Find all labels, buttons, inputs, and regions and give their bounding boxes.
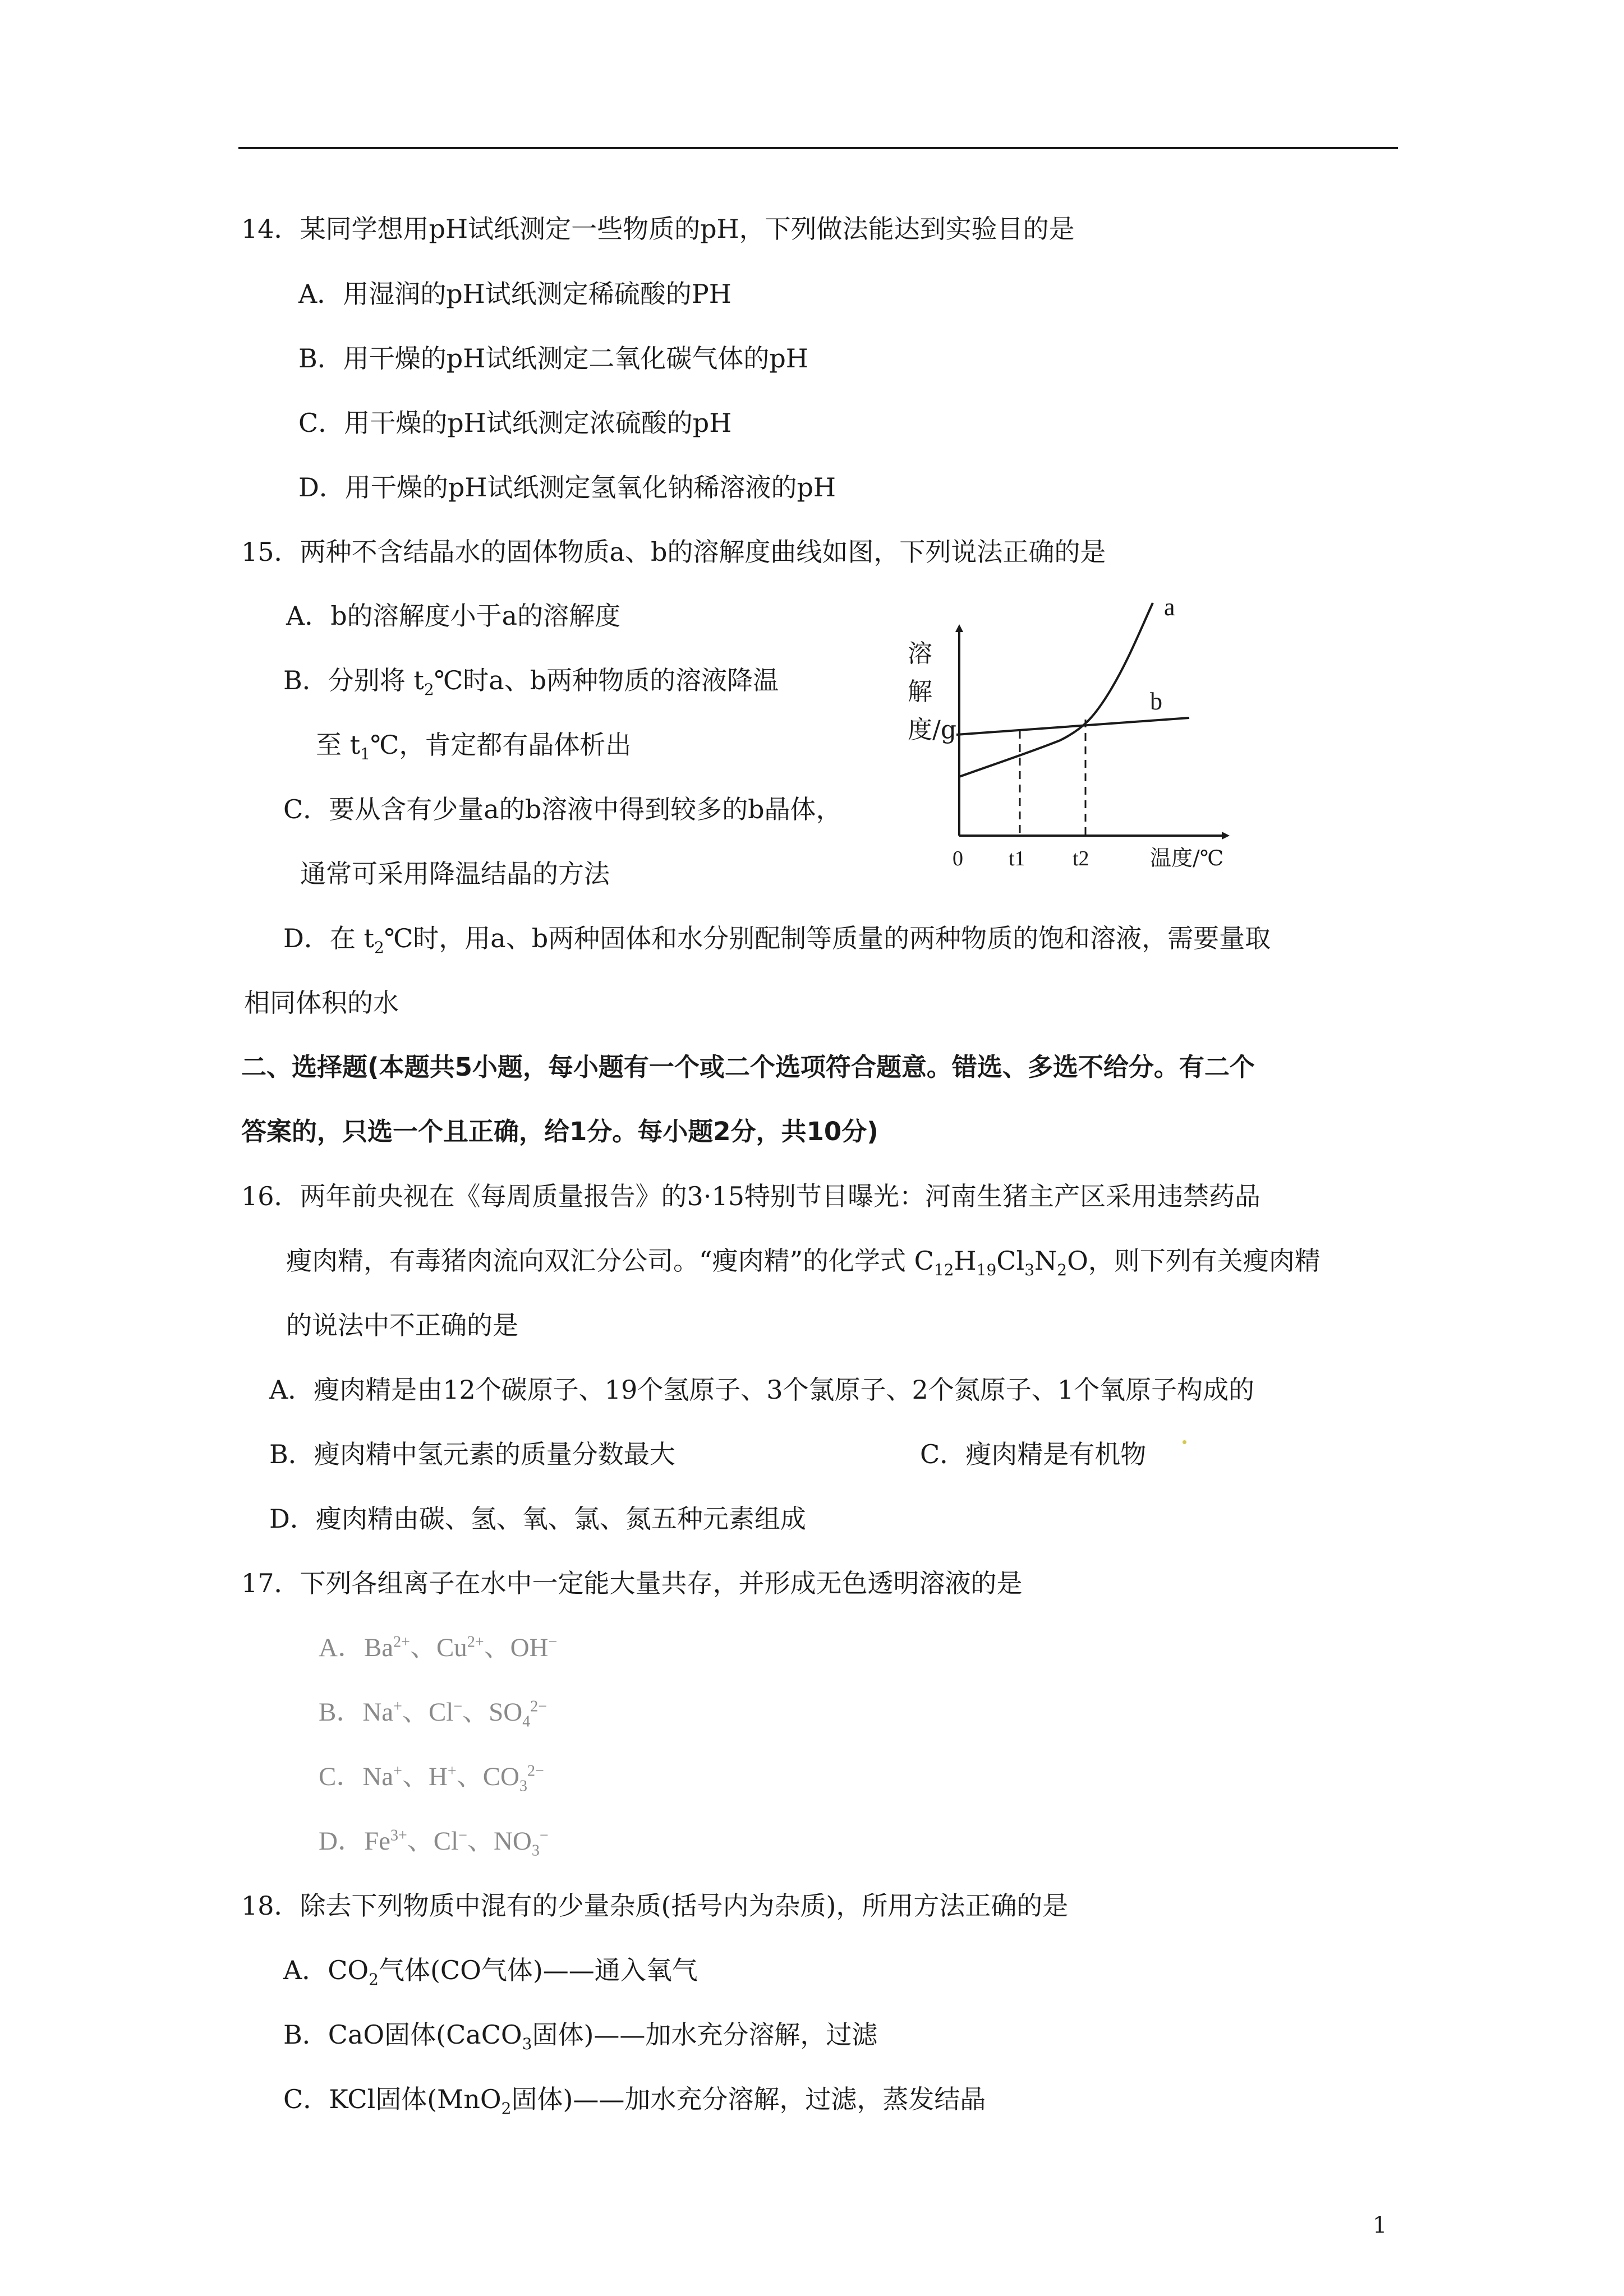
y-axis-label-1: 溶	[908, 639, 932, 668]
q16-option-a: A．瘦肉精是由12个碳原子、19个氢原子、3个氯原子、2个氮原子、1个氧原子构成的	[269, 1375, 1255, 1405]
q14-option-b: B．用干燥的pH试纸测定二氧化碳气体的pH	[298, 343, 808, 374]
line-b-label: b	[1150, 688, 1162, 715]
q16-option-c: C．瘦肉精是有机物	[920, 1439, 1147, 1469]
curve-a	[959, 603, 1153, 777]
q18-option-c: C．KCl固体(MnO$_2$固体)——加水充分溶解，过滤，蒸发结晶	[283, 2084, 986, 2118]
q17-option-b: B．Na+、Cl−、$SO_4^{2-}$	[319, 1698, 548, 1731]
q14-option-a: A．用湿润的pH试纸测定稀硫酸的PH	[298, 279, 732, 309]
q15-option-d-line1: D．在 $t_2℃$时，用a、b两种固体和水分别配制等质量的两种物质的饱和溶液，需要量取	[283, 923, 1271, 957]
q15-option-d-line2: 相同体积的水	[244, 988, 399, 1018]
q15-option-c-line1: C．要从含有少量a的b溶液中得到较多的b晶体，	[283, 794, 842, 824]
y-axis-label-2: 解	[908, 677, 932, 706]
q16-stem-line1: 16．两年前央视在《每周质量报告》的3·15特别节目曝光：河南生猪主产区采用违禁药品	[241, 1181, 1260, 1211]
q18-option-a: A．$CO_2$气体(CO气体)——通入氧气	[283, 1955, 698, 1989]
q14-option-c: C．用干燥的pH试纸测定浓硫酸的pH	[298, 408, 732, 438]
q16-stem-line2: 瘦肉精，有毒猪肉流向双汇分公司。“瘦肉精”的化学式 $C_{12}H_{19}Cl_3N_2O$，则下列有关瘦肉精	[286, 1246, 1321, 1280]
header-rule	[238, 147, 1398, 149]
stray-dot	[1183, 1440, 1186, 1444]
q18-stem: 18．除去下列物质中混有的少量杂质(括号内为杂质)，所用方法正确的是	[241, 1891, 1069, 1921]
q14-option-d: D．用干燥的pH试纸测定氢氧化钠稀溶液的pH	[298, 472, 836, 502]
x-axis-label: 温度/℃	[1150, 846, 1224, 870]
q15-option-b-line2: 至 $t_1℃$，肯定都有晶体析出	[316, 730, 632, 764]
solubility-chart	[903, 583, 1251, 875]
q14-stem: 14．某同学想用pH试纸测定一些物质的pH，下列做法能达到实验目的是	[241, 214, 1075, 244]
q15-option-a: A．b的溶解度小于a的溶解度	[286, 601, 621, 631]
q15-option-b-line1: B．分别将 $t_2℃$时a、b两种物质的溶液降温	[283, 665, 779, 699]
section2-heading-line1: 二、选择题(本题共5小题，每小题有一个或二个选项符合题意。错选、多选不给分。有二个	[241, 1052, 1255, 1082]
y-axis-label-3: 度/g	[908, 716, 956, 744]
q15-option-c-line2: 通常可采用降温结晶的方法	[300, 859, 610, 889]
q17-option-a: A．$Ba^{2+}$、$Cu^{2+}$、OH−	[319, 1633, 558, 1662]
q15-stem: 15．两种不含结晶水的固体物质a、b的溶解度曲线如图，下列说法正确的是	[241, 537, 1106, 567]
tick-label-t1: t1	[1009, 847, 1025, 870]
q17-stem: 17．下列各组离子在水中一定能大量共存，并形成无色透明溶液的是	[241, 1568, 1023, 1598]
curve-a-label: a	[1164, 593, 1175, 621]
section2-heading-line2: 答案的，只选一个且正确，给1分。每小题2分，共10分)	[241, 1117, 878, 1146]
page-number: 1	[1373, 2212, 1387, 2238]
q18-option-b: B．CaO固体(CaCO$_3$固体)——加水充分溶解，过滤	[283, 2020, 878, 2054]
q16-option-d: D．瘦肉精由碳、氢、氧、氯、氮五种元素组成	[269, 1504, 806, 1534]
q16-stem-line3: 的说法中不正确的是	[286, 1310, 518, 1340]
origin-label: 0	[953, 847, 963, 870]
tick-label-t2: t2	[1073, 847, 1089, 870]
q17-option-c: C．Na+、H+、$CO_3^{2-}$	[319, 1762, 544, 1795]
q17-option-d: D．$Fe^{3+}$、Cl−、$NO_3^-$	[319, 1827, 549, 1860]
q16-option-b: B．瘦肉精中氢元素的质量分数最大	[269, 1439, 675, 1469]
